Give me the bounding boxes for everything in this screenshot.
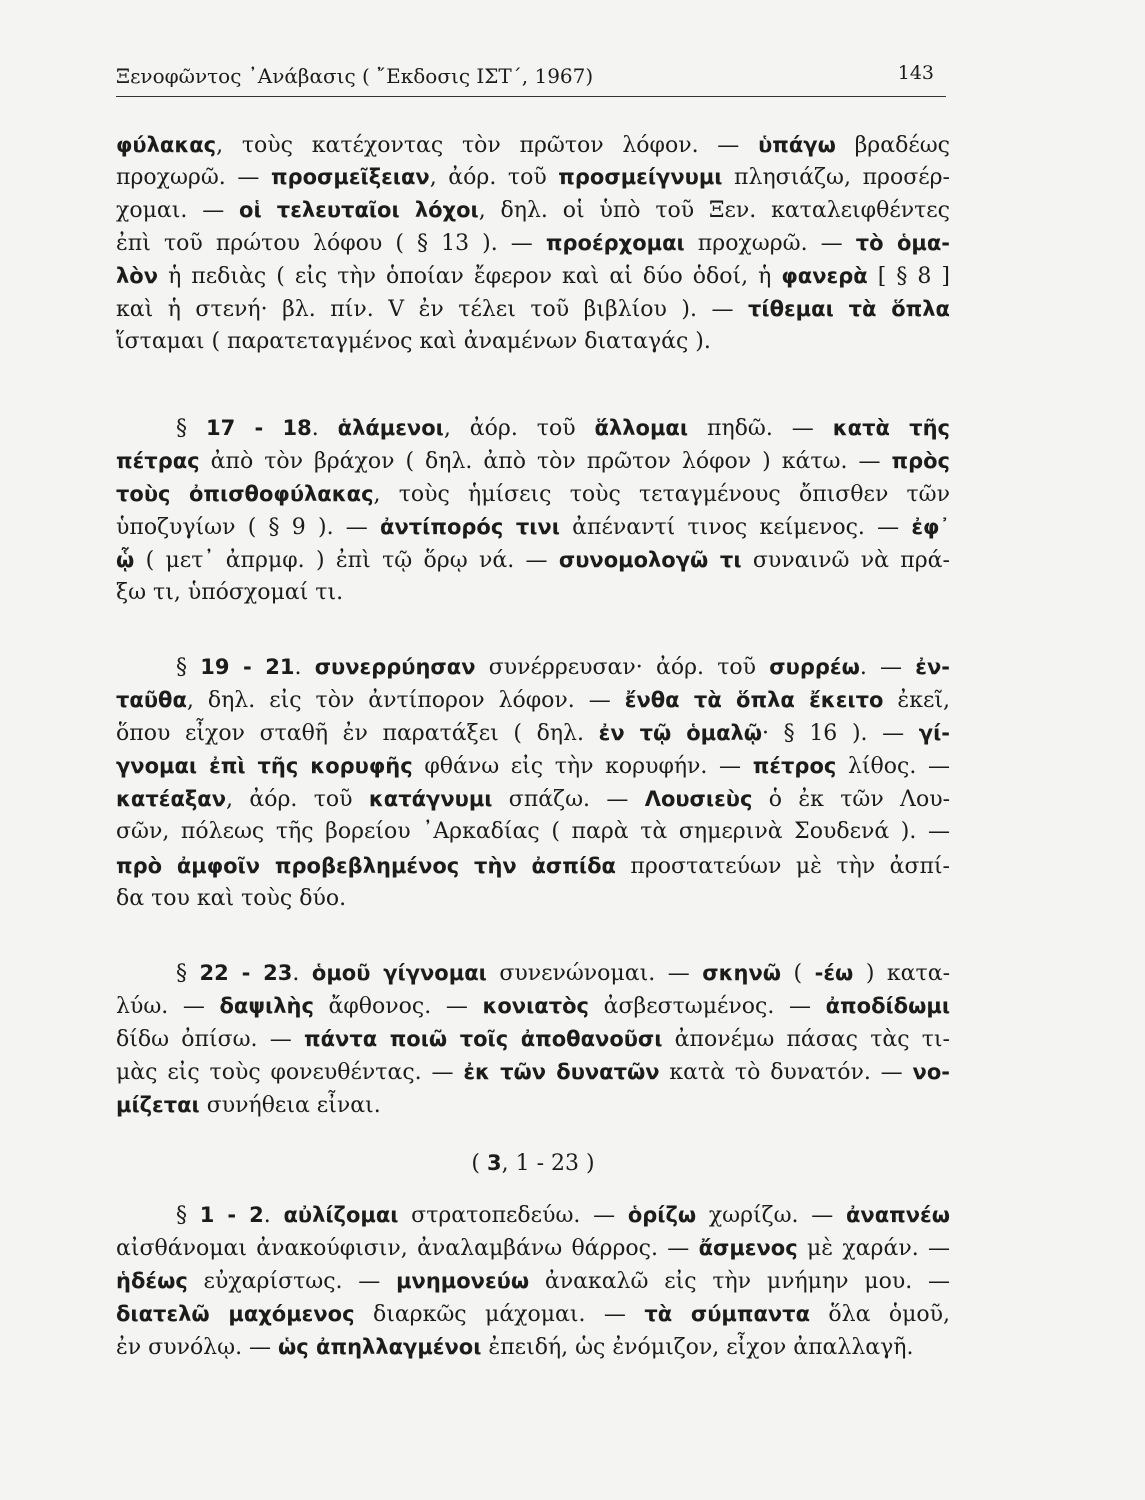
text-line: ἡδέως εὐχαρίστως. — μνημονεύω ἀνακαλῶ εἰς τὴν μνήμην μου. — [116, 1269, 950, 1294]
page-number: 143 [897, 62, 934, 84]
text-line: πρὸ ἀμφοῖν προβεβλημένος τὴν ἀσπίδα προστατεύων μὲ τὴν ἀσπί- [116, 854, 950, 879]
text-line: § 1 - 2. αὐλίζομαι στρατοπεδεύω. — ὁρίζω χωρίζω. — ἀναπνέω [176, 1203, 950, 1228]
text-line: ὑποζυγίων ( § 9 ). — ἀντίπορός τινι ἀπέναντί τινος κείμενος. — ἐφ᾿ [116, 515, 950, 540]
text-line: δα του καὶ τοὺς δύο. [116, 886, 347, 911]
running-title: Ξενοφῶντος ᾿Ανάβασις ( ῎Εκδοσις ΙΣΤ΄, 1967) [116, 64, 594, 88]
text-line: πέτρας ἀπὸ τὸν βράχον ( δηλ. ἀπὸ τὸν πρῶτον λόφον ) κάτω. — πρὸς [116, 449, 950, 474]
text-line: μὰς εἰς τοὺς φονευθέντας. — ἐκ τῶν δυνατῶν κατὰ τὸ δυνατόν. — νο- [116, 1060, 950, 1085]
text-line: χομαι. — οἱ τελευταῖοι λόχοι, δηλ. οἱ ὑπὸ τοῦ Ξεν. καταλειφθέντες [116, 198, 950, 223]
text-line: ἐν συνόλῳ. — ὡς ἀπηλλαγμένοι ἐπειδή, ὡς ἐνόμιζον, εἶχον ἀπαλλαγῆ. [116, 1335, 914, 1360]
text-line: καὶ ἡ στενή· βλ. πίν. V ἐν τέλει τοῦ βιβλίου ). — τίθεμαι τὰ ὅπλα [116, 297, 950, 322]
text-line: ἐπὶ τοῦ πρώτου λόφου ( § 13 ). — προέρχομαι προχωρῶ. — τὸ ὁμα- [116, 231, 950, 256]
text-line: § 17 - 18. ἁλάμενοι, ἀόρ. τοῦ ἅλλομαι πηδῶ. — κατὰ τῆς [176, 416, 950, 441]
text-line: προχωρῶ. — προσμεῖξειαν, ἀόρ. τοῦ προσμείγνυμι πλησιάζω, προσέρ- [116, 165, 950, 190]
running-header [116, 62, 946, 97]
text-line: αἰσθάνομαι ἀνακούφισιν, ἀναλαμβάνω θάρρος. — ἄσμενος μὲ χαράν. — [116, 1236, 950, 1261]
text-line: δίδω ὀπίσω. — πάντα ποιῶ τοῖς ἀποθανοῦσι ἀπονέμω πάσας τὰς τι- [116, 1027, 950, 1052]
text-line: φύλακας, τοὺς κατέχοντας τὸν πρῶτον λόφον. — ὑπάγω βραδέως [116, 133, 951, 158]
text-line: κατέαξαν, ἀόρ. τοῦ κατάγνυμι σπάζω. — Λουσιεὺς ὁ ἐκ τῶν Λου- [116, 787, 950, 812]
text-line: ᾧ ( μετ᾿ ἀπρμφ. ) ἐπὶ τῷ ὅρῳ νά. — συνομολογῶ τι συναινῶ νὰ πρά- [116, 548, 950, 573]
text-line: § 19 - 21. συνερρύησαν συνέρρευσαν· ἀόρ. τοῦ συρρέω. — ἐν- [176, 655, 950, 680]
text-line: τοὺς ὀπισθοφύλακας, τοὺς ἡμίσεις τοὺς τεταγμένους ὄπισθεν τῶν [116, 482, 950, 507]
text-line: λὸν ἡ πεδιὰς ( εἰς τὴν ὁποίαν ἔφερον καὶ αἱ δύο ὁδοί, ἡ φανερὰ [ § 8 ] [116, 264, 950, 289]
text-line: σῶν, πόλεως τῆς βορείου ᾿Αρκαδίας ( παρὰ τὰ σημερινὰ Σουδενά ). — [116, 819, 950, 844]
section-heading: ( 3, 1 - 23 ) [471, 1151, 595, 1176]
text-line: διατελῶ μαχόμενος διαρκῶς μάχομαι. — τὰ σύμπαντα ὅλα ὁμοῦ, [116, 1302, 950, 1327]
text-line: λύω. — δαψιλὴς ἄφθονος. — κονιατὸς ἀσβεστωμένος. — ἀποδίδωμι [116, 994, 950, 1019]
text-line: § 22 - 23. ὁμοῦ γίγνομαι συνενώνομαι. — σκηνῶ ( -έω ) κατα- [176, 961, 950, 986]
text-line: ξω τι, ὑπόσχομαί τι. [116, 580, 344, 605]
text-line: ἵσταμαι ( παρατεταγμένος καὶ ἀναμένων διαταγάς ). [116, 329, 711, 354]
text-line: μίζεται συνήθεια εἶναι. [116, 1093, 381, 1118]
text-line: ὅπου εἶχον σταθῆ ἐν παρατάξει ( δηλ. ἐν τῷ ὁμαλῷ· § 16 ). — γί- [116, 721, 950, 746]
text-line: γνομαι ἐπὶ τῆς κορυφῆς φθάνω εἰς τὴν κορυφήν. — πέτρος λίθος. — [116, 754, 950, 779]
text-line: ταῦθα, δηλ. εἰς τὸν ἀντίπορον λόφον. — ἔνθα τὰ ὅπλα ἔκειτο ἐκεῖ, [116, 688, 950, 713]
